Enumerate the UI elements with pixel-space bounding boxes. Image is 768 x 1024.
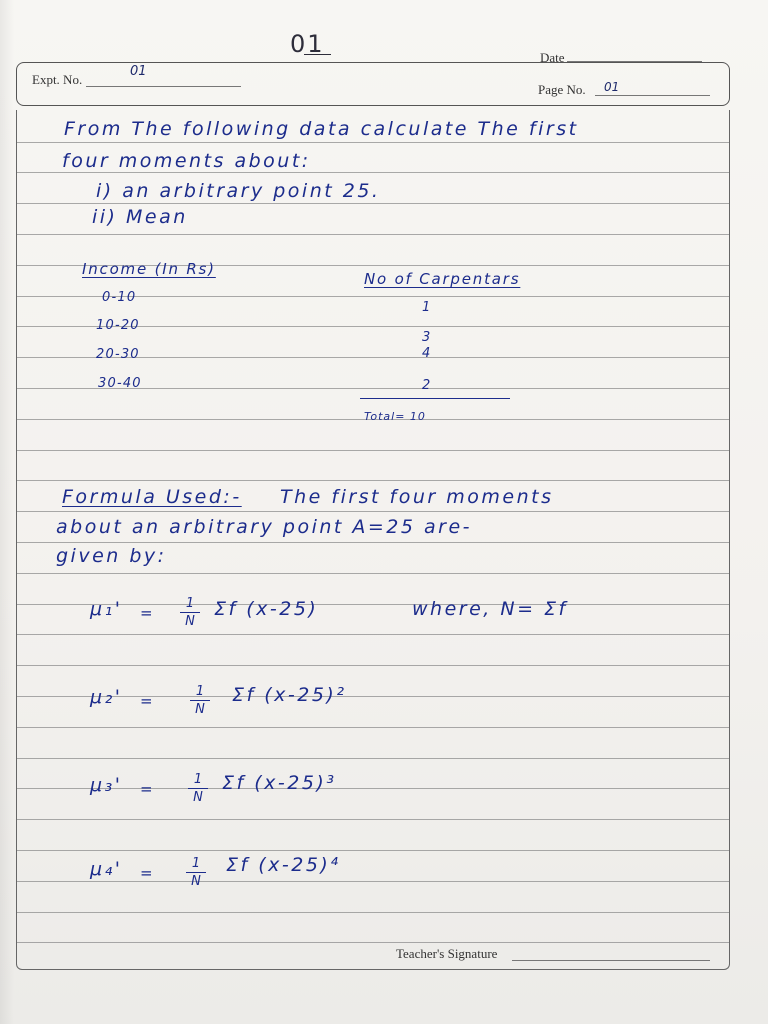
ruled-line [17,450,729,451]
fraction-numerator: 1 [190,684,210,701]
expt-label: Expt. No. [32,72,83,87]
ruled-line [17,511,729,512]
ruled-line [17,542,729,543]
page-value: 01 [604,80,620,94]
ruled-line [17,850,729,851]
moment-2-equals: = [140,692,155,710]
ruled-line [17,788,729,789]
formula-intro-rest: The first four moments [280,486,554,508]
ruled-line [17,696,729,697]
page-rule [595,95,710,96]
teacher-signature-rule [512,960,710,961]
page-label: Page No. [538,82,586,97]
page-shadow [0,0,14,1024]
handwritten-top-number: 01 [290,30,325,58]
moment-4-fraction [186,856,206,891]
fraction-denominator: N [195,702,205,717]
formula-where: where, N= Σf [412,598,568,620]
ruled-line [17,480,729,481]
ruled-line [17,573,729,574]
moment-2-symbol: μ₂' [90,686,123,708]
ruled-line [17,203,729,204]
moment-3-expression: Σf (x-25)³ [222,772,337,794]
ruled-line [17,634,729,635]
teacher-signature-label: Teacher's Signature [396,946,498,961]
table-header-income: Income (In Rs) [82,260,216,278]
question-item-2: ii) Mean [92,206,188,228]
ruled-line [17,727,729,728]
moment-1-symbol: μ₁' [90,598,123,620]
ruled-line [17,604,729,605]
formula-line-2: about an arbitrary point A=25 are- [56,516,473,538]
ruled-line [17,234,729,235]
fraction-numerator: 1 [188,772,208,789]
moment-4-equals: = [140,864,155,882]
formula-line-3: given by: [56,545,167,567]
moment-1-equals: = [140,604,155,622]
moment-4-symbol: μ₄' [90,858,123,880]
expt-value: 01 [130,64,147,79]
question-line-2: four moments about: [62,150,311,172]
ruled-line [17,665,729,666]
moment-1-fraction [180,596,200,631]
table-row-income: 10-20 [96,318,140,333]
moment-1-expression: Σf (x-25) [214,598,319,620]
table-row-count: 3 [422,330,432,345]
table-total: Total= 10 [364,410,426,423]
header-box [16,62,730,106]
table-header-count: No of Carpentars [364,270,521,288]
moment-3-symbol: μ₃' [90,774,123,796]
table-row-income: 0-10 [102,290,137,305]
table-row-count: 4 [422,346,432,361]
ruled-line [17,881,729,882]
fraction-numerator: 1 [180,596,200,613]
ruled-line [17,819,729,820]
moment-4-expression: Σf (x-25)⁴ [226,854,341,876]
table-row-income: 30-40 [98,376,142,391]
fraction-denominator: N [185,614,195,629]
moment-3-fraction [188,772,208,807]
question-line-1: From The following data calculate The first [64,118,579,140]
fraction-numerator: 1 [186,856,206,873]
moment-2-fraction [190,684,210,719]
fraction-denominator: N [193,790,203,805]
table-row-income: 20-30 [96,347,140,362]
expt-rule [86,86,241,87]
moment-3-equals: = [140,780,155,798]
ruled-line [17,758,729,759]
ruled-line [17,942,729,943]
table-row-count: 1 [422,300,432,315]
ruled-frame [16,110,730,970]
moment-2-expression: Σf (x-25)² [232,684,347,706]
question-item-1: i) an arbitrary point 25. [96,180,381,202]
ruled-line [17,172,729,173]
fraction-denominator: N [191,874,201,889]
table-row-count: 2 [422,378,432,393]
formula-heading: Formula Used:- [62,486,242,508]
date-label: Date [540,50,565,65]
ruled-line [17,142,729,143]
ruled-line [17,912,729,913]
table-total-rule [360,398,510,399]
